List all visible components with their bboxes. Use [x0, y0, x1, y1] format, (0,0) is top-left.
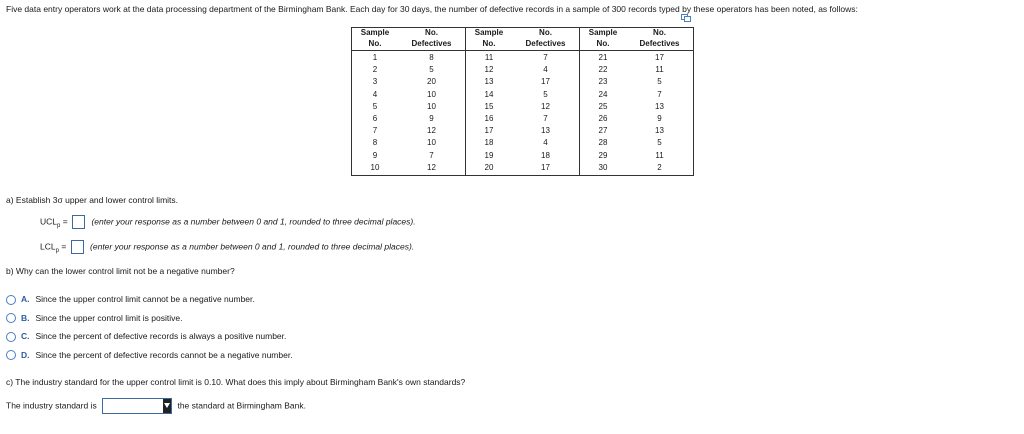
- table-cell: 22: [580, 64, 627, 76]
- table-row: [352, 162, 694, 176]
- part-b-question: b) Why can the lower control limit not be a negative number?: [6, 266, 235, 276]
- option-letter: C.: [21, 331, 30, 341]
- table-cell: 27: [580, 125, 627, 137]
- table-cell: 17: [541, 77, 550, 87]
- lcl-input[interactable]: [71, 240, 84, 254]
- option-letter: A.: [21, 294, 30, 304]
- part-c-question: c) The industry standard for the upper control limit is 0.10. What does this imply about Birmingham Bank's own standards?: [6, 377, 466, 387]
- table-cell: 10: [427, 138, 436, 148]
- table-row: [352, 89, 694, 101]
- table-cell: 25: [580, 101, 627, 113]
- table-cell: 15: [466, 101, 513, 113]
- table-cell: 24: [580, 89, 627, 101]
- table-cell: 20: [466, 162, 513, 176]
- lcl-row: [40, 240, 414, 254]
- header-cell: No.: [466, 39, 513, 51]
- table-cell: 13: [541, 126, 550, 136]
- table-cell: 7: [543, 114, 548, 124]
- table-row: [352, 137, 694, 149]
- ucl-equals: =: [62, 216, 68, 227]
- lcl-subscript: p: [55, 247, 59, 254]
- table-cell: 11: [626, 150, 694, 162]
- header-cell: No.: [626, 28, 694, 39]
- option-text: Since the percent of defective records is always a positive number.: [35, 331, 287, 341]
- radio-button[interactable]: [6, 313, 16, 323]
- table-cell: 30: [580, 162, 627, 176]
- radio-button[interactable]: [6, 332, 16, 342]
- standard-comparison-dropdown[interactable]: [102, 398, 172, 414]
- lcl-equals: =: [61, 241, 67, 252]
- part-b-options: [6, 294, 293, 368]
- table-cell: 5: [626, 137, 694, 149]
- ucl-subscript: p: [57, 222, 61, 229]
- header-cell: Sample: [580, 28, 627, 39]
- option-text: Since the upper control limit cannot be a negative number.: [35, 294, 255, 304]
- table-cell: 8: [352, 137, 399, 149]
- table-cell: 26: [580, 113, 627, 125]
- table-cell: 19: [466, 150, 513, 162]
- header-cell: Sample: [352, 28, 399, 39]
- header-cell: Defectives: [398, 39, 466, 51]
- table-cell: 12: [541, 101, 550, 111]
- table-cell: 29: [580, 150, 627, 162]
- table-cell: 13: [626, 125, 694, 137]
- option-c[interactable]: [6, 331, 293, 350]
- table-cell: 4: [543, 65, 548, 75]
- table-cell: 1: [352, 51, 399, 65]
- table-cell: 13: [626, 101, 694, 113]
- table-cell: 9: [352, 150, 399, 162]
- option-text: Since the percent of defective records cannot be a negative number.: [35, 349, 293, 360]
- table-cell: 9: [626, 113, 694, 125]
- lcl-hint: (enter your response as a number between 0 and 1, rounded to three decimal places).: [90, 241, 415, 252]
- table-cell: 7: [543, 53, 548, 62]
- table-cell: 23: [580, 76, 627, 88]
- table-cell: 13: [466, 76, 513, 88]
- header-cell: No.: [398, 28, 466, 39]
- table-row: [352, 76, 694, 88]
- table-cell: 18: [466, 137, 513, 149]
- table-cell: 3: [352, 76, 399, 88]
- table-row: [352, 113, 694, 125]
- table-cell: 10: [427, 101, 436, 111]
- table-cell: 5: [352, 101, 399, 113]
- option-text: Since the upper control limit is positive.: [35, 312, 183, 323]
- table-cell: 7: [352, 125, 399, 137]
- table-cell: 12: [466, 64, 513, 76]
- part-a-question: a) Establish 3σ upper and lower control limits.: [6, 195, 179, 205]
- table-header-row: [352, 28, 694, 39]
- header-cell: Defectives: [626, 39, 694, 51]
- header-cell: Defectives: [512, 39, 580, 51]
- table-cell: 2: [352, 64, 399, 76]
- table-cell: 5: [429, 65, 434, 75]
- table-cell: 4: [352, 89, 399, 101]
- option-b[interactable]: [6, 313, 293, 332]
- radio-button[interactable]: [6, 350, 16, 360]
- table-cell: 12: [398, 162, 466, 176]
- table-row: [352, 51, 694, 65]
- table-cell: 21: [580, 51, 627, 65]
- table-cell: 5: [543, 89, 548, 99]
- table-cell: 7: [429, 150, 434, 160]
- header-cell: Sample: [466, 28, 513, 39]
- table-cell: 12: [427, 126, 436, 136]
- ucl-input[interactable]: [72, 215, 85, 229]
- dropdown-arrow-icon[interactable]: [163, 399, 171, 413]
- radio-button[interactable]: [6, 295, 16, 305]
- table-row: [352, 101, 694, 113]
- ucl-hint: (enter your response as a number between 0 and 1, rounded to three decimal places).: [91, 216, 416, 227]
- problem-intro: Five data entry operators work at the data processing department of the Birmingham Bank. Each day for 30 days, the number of defective records in a sample of 300 records typed by these operators has been noted, as follows:: [6, 4, 858, 14]
- table-cell: 4: [543, 138, 548, 148]
- table-cell: 17: [626, 51, 694, 65]
- option-letter: D.: [21, 349, 30, 360]
- table-cell: 6: [352, 113, 399, 125]
- table-cell: 9: [429, 114, 434, 124]
- table-cell: 14: [466, 89, 513, 101]
- table-cell: 10: [427, 89, 436, 99]
- table-row: [352, 64, 694, 76]
- ucl-row: [40, 215, 416, 229]
- table-cell: 16: [466, 113, 513, 125]
- table-cell: 18: [541, 150, 550, 160]
- table-cell: 2: [626, 162, 694, 176]
- table-cell: 11: [626, 64, 694, 76]
- part-c-suffix: the standard at Birmingham Bank.: [177, 400, 306, 411]
- header-cell: No.: [352, 39, 399, 51]
- header-cell: No.: [512, 28, 580, 39]
- table-header-row: [352, 39, 694, 51]
- ucl-label: UCL: [40, 216, 58, 227]
- copy-data-icon[interactable]: [681, 14, 691, 22]
- table-cell: 5: [626, 76, 694, 88]
- table-cell: 8: [429, 53, 434, 62]
- table-cell: 20: [427, 77, 436, 87]
- table-cell: 11: [466, 51, 513, 65]
- table-cell: 10: [352, 162, 399, 176]
- table-cell: 17: [512, 162, 580, 176]
- part-c-answer-row: [6, 398, 306, 414]
- option-d[interactable]: [6, 350, 293, 369]
- part-c-prefix: The industry standard is: [6, 400, 97, 411]
- table-cell: 17: [466, 125, 513, 137]
- table-cell: 7: [626, 89, 694, 101]
- table-cell: 28: [580, 137, 627, 149]
- table-row: [352, 125, 694, 137]
- option-a[interactable]: [6, 294, 293, 313]
- defectives-data-table: [351, 27, 694, 176]
- option-letter: B.: [21, 312, 30, 323]
- header-cell: No.: [580, 39, 627, 51]
- lcl-label: LCL: [40, 241, 56, 252]
- table-row: [352, 150, 694, 162]
